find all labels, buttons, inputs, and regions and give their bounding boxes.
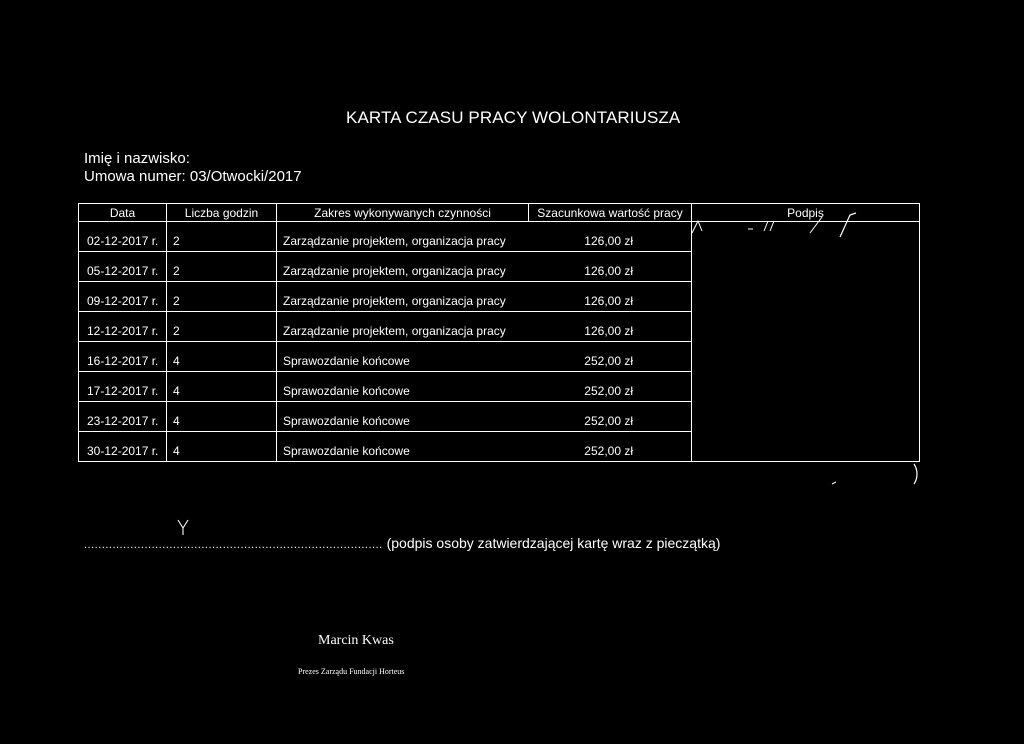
cell-value: 126,00 zł (529, 282, 692, 312)
cell-date: 09-12-2017 r. (79, 282, 167, 312)
table-row (79, 312, 920, 342)
header-hours: Liczba godzin (167, 204, 277, 222)
cell-hours: 2 (167, 282, 277, 312)
cell-scope: Sprawozdanie końcowe (277, 402, 529, 432)
document-title: KARTA CZASU PRACY WOLONTARIUSZA (346, 108, 681, 127)
cell-hours: 2 (167, 222, 277, 252)
cell-signature (692, 342, 920, 372)
cell-signature (692, 372, 920, 402)
table-row (79, 342, 920, 372)
cell-scope: Sprawozdanie końcowe (277, 372, 529, 402)
cell-value: 252,00 zł (529, 432, 692, 462)
timesheet-table (78, 203, 920, 462)
cell-scope: Zarządzanie projektem, organizacja pracy (277, 252, 529, 282)
stamp-role: Prezes Zarządu Fundacji Horteus (298, 666, 405, 677)
approver-initial-icon (176, 518, 192, 536)
cell-value: 252,00 zł (529, 372, 692, 402)
cell-hours: 4 (167, 372, 277, 402)
cell-hours: 4 (167, 342, 277, 372)
cell-date: 12-12-2017 r. (79, 312, 167, 342)
cell-scope: Zarządzanie projektem, organizacja pracy (277, 222, 529, 252)
cell-value: 126,00 zł (529, 312, 692, 342)
table-row (79, 432, 920, 462)
cell-date: 16-12-2017 r. (79, 342, 167, 372)
cell-hours: 4 (167, 402, 277, 432)
table-row (79, 402, 920, 432)
header-signature: Podpis (692, 204, 920, 222)
header-date: Data (79, 204, 167, 222)
name-label: Imię i nazwisko: (84, 150, 190, 167)
cell-signature (692, 312, 920, 342)
header-value: Szacunkowa wartość pracy (529, 204, 692, 222)
volunteer-signature-icon (690, 209, 870, 239)
cell-signature (692, 252, 920, 282)
cell-scope: Sprawozdanie końcowe (277, 432, 529, 462)
cell-signature (692, 402, 920, 432)
cell-value: 126,00 zł (529, 252, 692, 282)
table-row (79, 372, 920, 402)
cell-scope: Zarządzanie projektem, organizacja pracy (277, 312, 529, 342)
cell-scope: Sprawozdanie końcowe (277, 342, 529, 372)
cell-hours: 2 (167, 252, 277, 282)
signature-mark-icon (830, 460, 920, 486)
cell-hours: 4 (167, 432, 277, 462)
header-scope: Zakres wykonywanych czynności (277, 204, 529, 222)
cell-hours: 2 (167, 312, 277, 342)
cell-date: 30-12-2017 r. (79, 432, 167, 462)
approval-line (84, 535, 720, 551)
contract-number: Umowa numer: 03/Otwocki/2017 (84, 168, 302, 185)
stamp-name: Marcin Kwas (318, 633, 394, 648)
cell-value: 252,00 zł (529, 342, 692, 372)
table-row (79, 252, 920, 282)
cell-signature (692, 282, 920, 312)
approval-caption: (podpis osoby zatwierdzającej kartę wraz z pieczątką) (386, 535, 721, 551)
cell-date: 23-12-2017 r. (79, 402, 167, 432)
cell-date: 17-12-2017 r. (79, 372, 167, 402)
cell-scope: Zarządzanie projektem, organizacja pracy (277, 282, 529, 312)
cell-date: 05-12-2017 r. (79, 252, 167, 282)
cell-date: 02-12-2017 r. (79, 222, 167, 252)
cell-signature (692, 432, 920, 462)
cell-value: 252,00 zł (529, 402, 692, 432)
approval-dots: .................................................................................... (84, 539, 383, 551)
table-row (79, 282, 920, 312)
cell-value: 126,00 zł (529, 222, 692, 252)
